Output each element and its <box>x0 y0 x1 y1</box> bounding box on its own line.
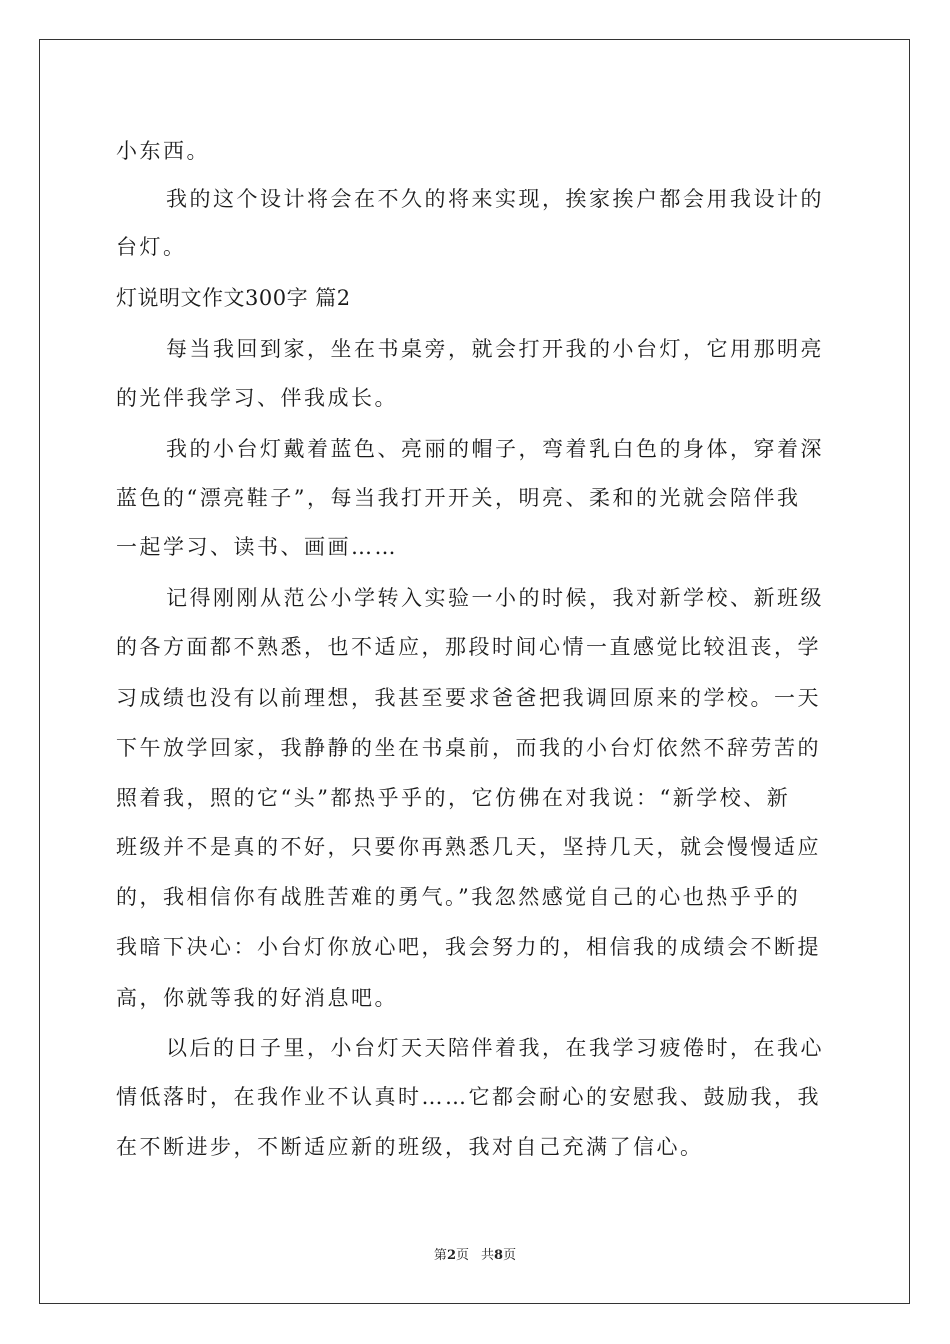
text-line: 下午放学回家，我静静的坐在书桌前，而我的小台灯依然不辞劳苦的 <box>116 736 821 760</box>
text-line: 的各方面都不熟悉，也不适应，那段时间心情一直感觉比较沮丧，学 <box>116 635 821 659</box>
total-prefix: 共 <box>481 1248 495 1263</box>
text-line: 蓝色的“漂亮鞋子”，每当我打开开关，明亮、柔和的光就会陪伴我 <box>116 486 801 510</box>
paragraph-start: 我的小台灯戴着蓝色、亮丽的帽子，弯着乳白色的身体，穿着深 <box>166 437 824 461</box>
total-pages: 8 <box>494 1248 504 1263</box>
text-line: 照着我，照的它“头”都热乎乎的，它仿佛在对我说：“新学校、新 <box>116 786 791 810</box>
total-suffix: 页 <box>503 1248 517 1263</box>
page-footer <box>0 1247 950 1265</box>
page-number: 2 <box>446 1248 456 1263</box>
text-line: 高，你就等我的好消息吧。 <box>116 986 398 1010</box>
page-prefix: 第 <box>433 1248 447 1263</box>
paragraph-start: 以后的日子里，小台灯天天陪伴着我，在我学习疲倦时，在我心 <box>166 1036 824 1060</box>
text-line: 的，我相信你有战胜苦难的勇气。”我忽然感觉自己的心也热乎乎的 <box>116 885 801 909</box>
text-line: 一起学习、读书、画画…… <box>116 535 398 559</box>
text-line: 台灯。 <box>116 235 187 259</box>
page-border <box>39 39 910 1304</box>
paragraph-start: 我的这个设计将会在不久的将来实现，挨家挨户都会用我设计的 <box>166 187 824 211</box>
page-suffix: 页 <box>455 1248 469 1263</box>
text-line: 情低落时，在我作业不认真时……它都会耐心的安慰我、鼓励我，我 <box>116 1085 821 1109</box>
text-line: 的光伴我学习、伴我成长。 <box>116 386 398 410</box>
text-line: 小东西。 <box>116 139 210 163</box>
paragraph-start: 记得刚刚从范公小学转入实验一小的时候，我对新学校、新班级 <box>166 586 824 610</box>
text-line: 在不断进步，不断适应新的班级，我对自己充满了信心。 <box>116 1135 704 1159</box>
text-line: 班级并不是真的不好，只要你再熟悉几天，坚持几天，就会慢慢适应 <box>116 835 821 859</box>
text-line: 我暗下决心：小台灯你放心吧，我会努力的，相信我的成绩会不断提 <box>116 935 821 959</box>
text-line: 习成绩也没有以前理想，我甚至要求爸爸把我调回原来的学校。一天 <box>116 686 821 710</box>
section-heading: 灯说明文作文300字 篇2 <box>116 286 351 310</box>
paragraph-start: 每当我回到家，坐在书桌旁，就会打开我的小台灯，它用那明亮 <box>166 337 824 361</box>
